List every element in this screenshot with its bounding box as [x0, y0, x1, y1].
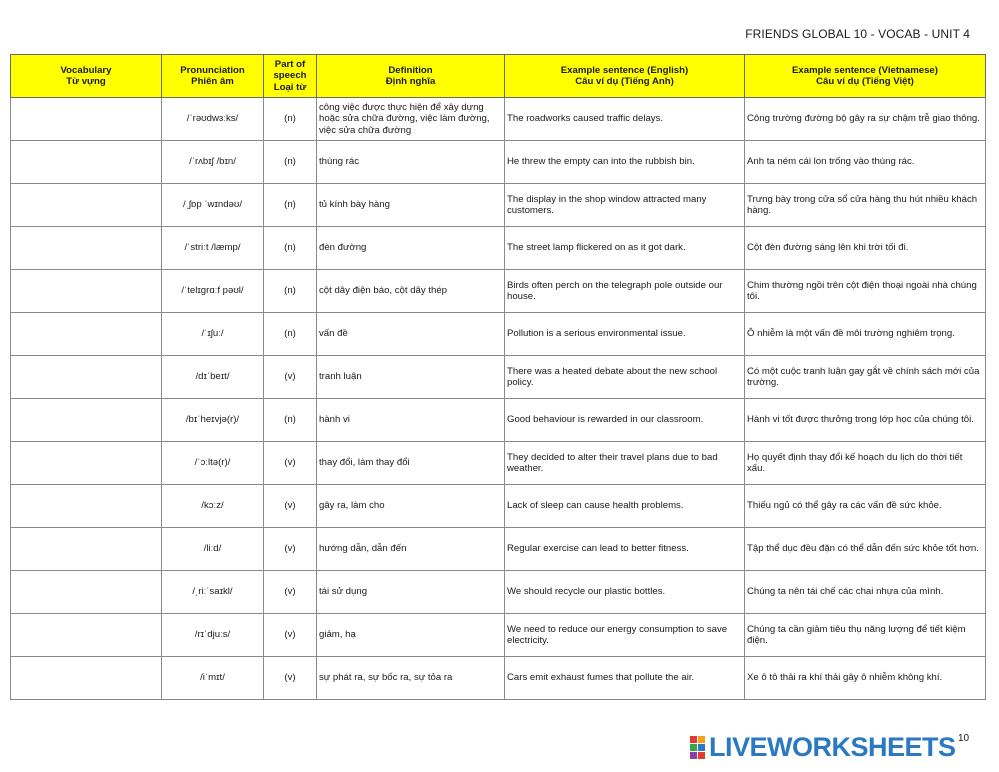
vocabulary-answer-input[interactable]	[13, 658, 159, 698]
vocabulary-answer-cell[interactable]	[11, 227, 162, 270]
vocabulary-answer-input[interactable]	[13, 615, 159, 655]
vocabulary-answer-input[interactable]	[13, 572, 159, 612]
vocabulary-answer-cell[interactable]	[11, 98, 162, 141]
vocabulary-answer-input[interactable]	[13, 99, 159, 139]
vocabulary-answer-cell[interactable]	[11, 270, 162, 313]
vocabulary-answer-cell[interactable]	[11, 528, 162, 571]
vocabulary-answer-cell[interactable]	[11, 657, 162, 700]
definition-cell: cột dây điện báo, cột dây thép	[317, 270, 505, 313]
table-row	[11, 485, 986, 528]
part-of-speech-cell: (n)	[264, 270, 317, 313]
example-vietnamese-cell: Xe ô tô thải ra khí thải gây ô nhiễm không khí.	[745, 657, 986, 700]
pronunciation-cell: /ˈstriːt /læmp/	[162, 227, 264, 270]
part-of-speech-cell: (v)	[264, 442, 317, 485]
vocabulary-answer-input[interactable]	[13, 400, 159, 440]
part-of-speech-cell: (n)	[264, 227, 317, 270]
vocabulary-answer-cell[interactable]	[11, 141, 162, 184]
table-row	[11, 657, 986, 700]
vocabulary-answer-cell[interactable]	[11, 356, 162, 399]
definition-cell: công việc được thực hiện để xây dựng hoặc sửa chữa đường, việc làm đường, việc sửa chữa đường	[317, 98, 505, 141]
vocabulary-answer-cell[interactable]	[11, 442, 162, 485]
definition-cell: vấn đề	[317, 313, 505, 356]
definition-cell: tái sử dụng	[317, 571, 505, 614]
table-row	[11, 571, 986, 614]
definition-cell: tranh luận	[317, 356, 505, 399]
vocabulary-answer-input[interactable]	[13, 142, 159, 182]
example-vietnamese-cell: Ô nhiễm là một vấn đề môi trường nghiêm trọng.	[745, 313, 986, 356]
definition-cell: hướng dẫn, dẫn đến	[317, 528, 505, 571]
part-of-speech-cell: (n)	[264, 399, 317, 442]
vocabulary-answer-input[interactable]	[13, 529, 159, 569]
table-row	[11, 442, 986, 485]
column-header-definition: Definition Định nghĩa	[317, 55, 505, 98]
column-header-part-of-speech: Part of speech Loại từ	[264, 55, 317, 98]
definition-cell: tủ kính bày hàng	[317, 184, 505, 227]
vocab-table	[10, 54, 986, 700]
part-of-speech-cell: (v)	[264, 657, 317, 700]
example-vietnamese-cell: Tập thể dục đều đặn có thể dẫn đến sức khỏe tốt hơn.	[745, 528, 986, 571]
column-header-example-vietnamese: Example sentence (Vietnamese) Câu ví dụ (Tiếng Việt)	[745, 55, 986, 98]
example-vietnamese-cell: Cột đèn đường sáng lên khi trời tối đi.	[745, 227, 986, 270]
definition-cell: thùng rác	[317, 141, 505, 184]
vocabulary-answer-input[interactable]	[13, 185, 159, 225]
definition-cell: gây ra, làm cho	[317, 485, 505, 528]
example-english-cell: There was a heated debate about the new school policy.	[505, 356, 745, 399]
table-row	[11, 399, 986, 442]
pronunciation-cell: /ˌriːˈsaɪkl/	[162, 571, 264, 614]
pronunciation-cell: /bɪˈheɪvjə(r)/	[162, 399, 264, 442]
example-english-cell: The display in the shop window attracted many customers.	[505, 184, 745, 227]
example-english-cell: We should recycle our plastic bottles.	[505, 571, 745, 614]
example-vietnamese-cell: Họ quyết định thay đổi kế hoạch du lịch do thời tiết xấu.	[745, 442, 986, 485]
pronunciation-cell: /rɪˈdjuːs/	[162, 614, 264, 657]
definition-cell: sự phát ra, sự bốc ra, sự tỏa ra	[317, 657, 505, 700]
example-english-cell: Regular exercise can lead to better fitness.	[505, 528, 745, 571]
pronunciation-cell: /ˈtelɪɡrɑːf pəʊl/	[162, 270, 264, 313]
example-vietnamese-cell: Có một cuộc tranh luận gay gắt về chính sách mới của trường.	[745, 356, 986, 399]
vocabulary-answer-input[interactable]	[13, 443, 159, 483]
liveworksheets-logo	[690, 731, 956, 763]
vocabulary-answer-input[interactable]	[13, 314, 159, 354]
vocabulary-answer-input[interactable]	[13, 228, 159, 268]
pronunciation-cell: /iˈmɪt/	[162, 657, 264, 700]
pronunciation-cell: /ˈrʌbɪʃ /bɪn/	[162, 141, 264, 184]
definition-cell: đèn đường	[317, 227, 505, 270]
vocabulary-answer-input[interactable]	[13, 271, 159, 311]
part-of-speech-cell: (v)	[264, 356, 317, 399]
part-of-speech-cell: (n)	[264, 98, 317, 141]
example-english-cell: Cars emit exhaust fumes that pollute the air.	[505, 657, 745, 700]
pronunciation-cell: /ˈrəʊdwɜːks/	[162, 98, 264, 141]
table-row	[11, 270, 986, 313]
example-vietnamese-cell: Anh ta ném cái lon trống vào thùng rác.	[745, 141, 986, 184]
example-english-cell: They decided to alter their travel plans due to bad weather.	[505, 442, 745, 485]
column-header-pronunciation: Pronunciation Phiên âm	[162, 55, 264, 98]
logo-text: LIVEWORKSHEETS	[709, 731, 956, 762]
example-english-cell: We need to reduce our energy consumption to save electricity.	[505, 614, 745, 657]
table-row	[11, 141, 986, 184]
part-of-speech-cell: (n)	[264, 141, 317, 184]
vocabulary-answer-cell[interactable]	[11, 399, 162, 442]
example-english-cell: The roadworks caused traffic delays.	[505, 98, 745, 141]
vocabulary-answer-cell[interactable]	[11, 614, 162, 657]
example-vietnamese-cell: Chúng ta nên tái chế các chai nhựa của mình.	[745, 571, 986, 614]
page-number: 10	[958, 733, 970, 744]
page-title: FRIENDS GLOBAL 10 - VOCAB - UNIT 4	[745, 27, 970, 41]
vocabulary-answer-cell[interactable]	[11, 485, 162, 528]
logo-blocks-icon	[690, 736, 705, 759]
part-of-speech-cell: (v)	[264, 485, 317, 528]
vocabulary-answer-cell[interactable]	[11, 571, 162, 614]
pronunciation-cell: /kɔːz/	[162, 485, 264, 528]
table-header-row	[11, 55, 986, 98]
vocabulary-answer-cell[interactable]	[11, 313, 162, 356]
part-of-speech-cell: (v)	[264, 571, 317, 614]
part-of-speech-cell: (n)	[264, 184, 317, 227]
part-of-speech-cell: (n)	[264, 313, 317, 356]
pronunciation-cell: /ˈɔːltə(r)/	[162, 442, 264, 485]
definition-cell: hành vi	[317, 399, 505, 442]
example-english-cell: He threw the empty can into the rubbish bin.	[505, 141, 745, 184]
column-header-example-english: Example sentence (English) Câu ví dụ (Tiếng Anh)	[505, 55, 745, 98]
pronunciation-cell: /liːd/	[162, 528, 264, 571]
example-vietnamese-cell: Thiếu ngủ có thể gây ra các vấn đề sức khỏe.	[745, 485, 986, 528]
definition-cell: thay đổi, làm thay đổi	[317, 442, 505, 485]
example-english-cell: Birds often perch on the telegraph pole outside our house.	[505, 270, 745, 313]
table-row	[11, 528, 986, 571]
pronunciation-cell: /ˌʃɒp ˈwɪndəʊ/	[162, 184, 264, 227]
table-row	[11, 227, 986, 270]
table-row	[11, 184, 986, 227]
example-english-cell: The street lamp flickered on as it got dark.	[505, 227, 745, 270]
vocabulary-answer-cell[interactable]	[11, 184, 162, 227]
example-vietnamese-cell: Chúng ta cần giảm tiêu thụ năng lượng để tiết kiệm điện.	[745, 614, 986, 657]
example-vietnamese-cell: Công trường đường bộ gây ra sự chậm trễ giao thông.	[745, 98, 986, 141]
table-row	[11, 356, 986, 399]
table-row	[11, 98, 986, 141]
pronunciation-cell: /dɪˈbeɪt/	[162, 356, 264, 399]
definition-cell: giảm, hạ	[317, 614, 505, 657]
example-vietnamese-cell: Hành vi tốt được thưởng trong lớp học của chúng tôi.	[745, 399, 986, 442]
vocabulary-answer-input[interactable]	[13, 357, 159, 397]
table-row	[11, 614, 986, 657]
example-english-cell: Pollution is a serious environmental issue.	[505, 313, 745, 356]
table-row	[11, 313, 986, 356]
column-header-vocabulary: Vocabulary Từ vựng	[11, 55, 162, 98]
part-of-speech-cell: (v)	[264, 614, 317, 657]
pronunciation-cell: /ˈɪʃuː/	[162, 313, 264, 356]
example-vietnamese-cell: Trưng bày trong cửa sổ cửa hàng thu hút nhiều khách hàng.	[745, 184, 986, 227]
example-english-cell: Lack of sleep can cause health problems.	[505, 485, 745, 528]
part-of-speech-cell: (v)	[264, 528, 317, 571]
example-english-cell: Good behaviour is rewarded in our classroom.	[505, 399, 745, 442]
example-vietnamese-cell: Chim thường ngồi trên cột điện thoại ngoài nhà chúng tôi.	[745, 270, 986, 313]
vocabulary-answer-input[interactable]	[13, 486, 159, 526]
